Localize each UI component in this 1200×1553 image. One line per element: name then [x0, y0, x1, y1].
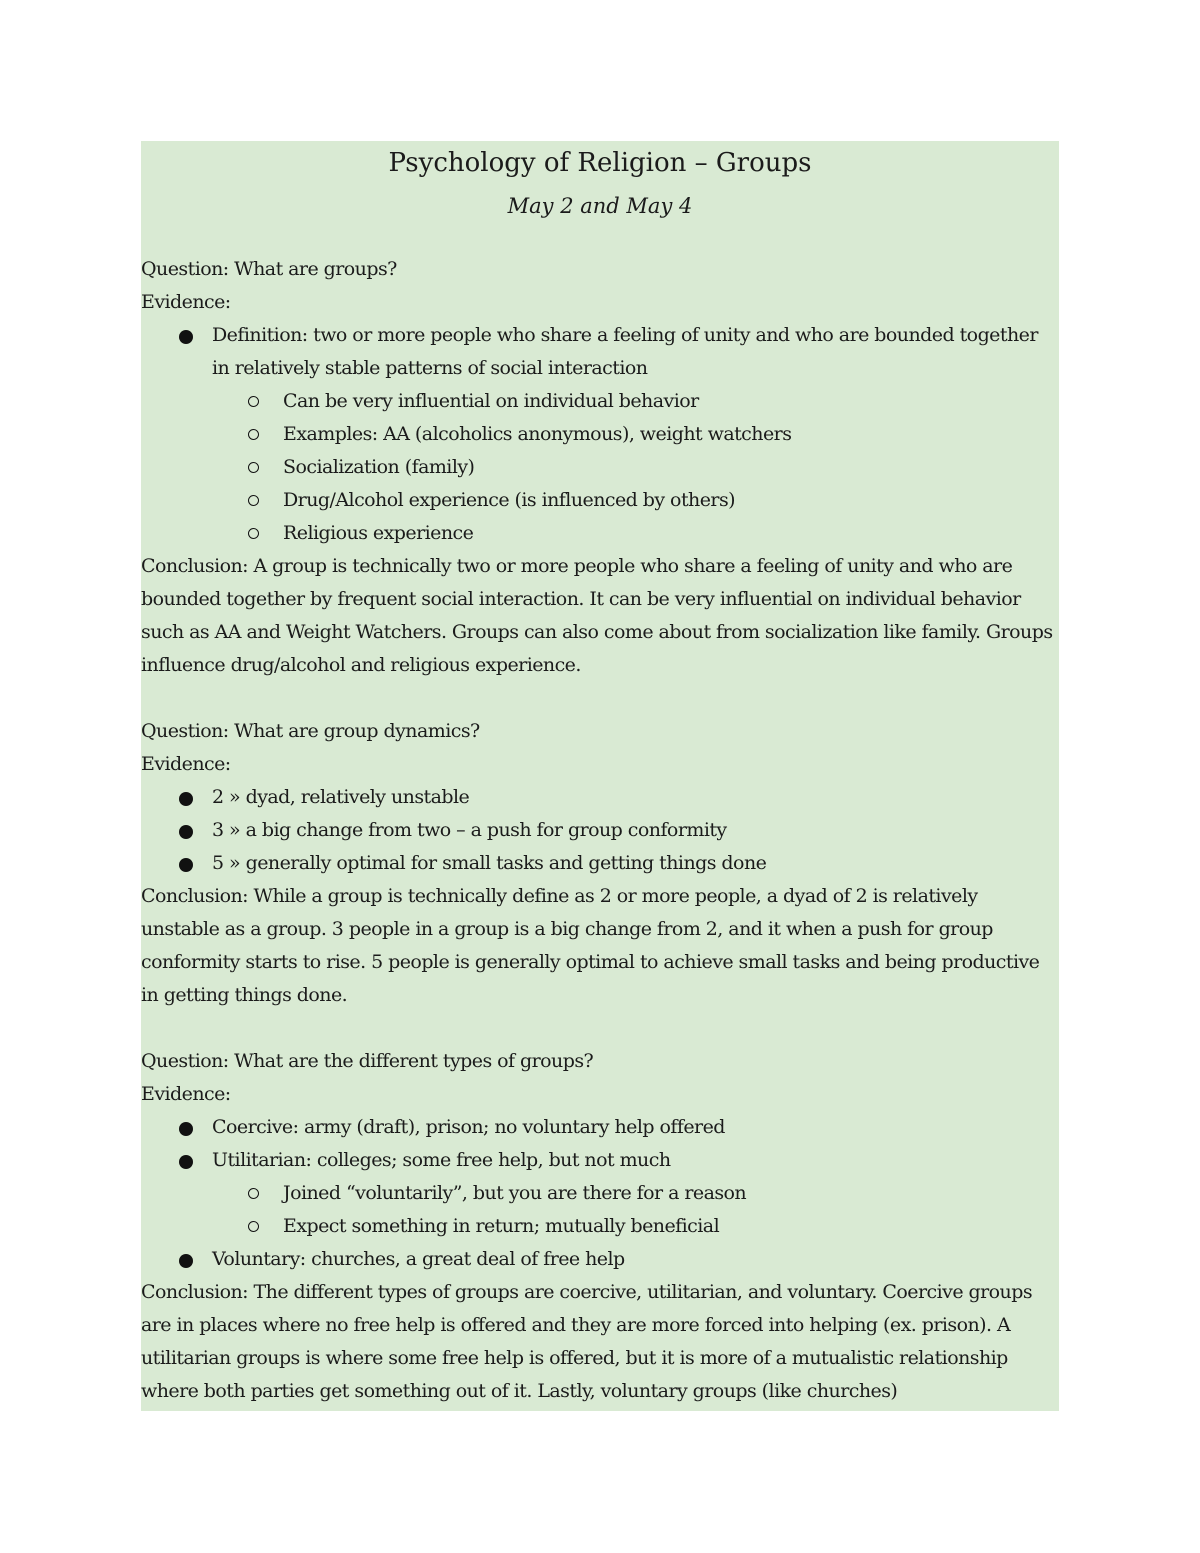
hollow-bullet-icon [248, 429, 259, 440]
section-conclusion: Conclusion: The different types of groups are coercive, utilitarian, and voluntary. Coercive groups are in places where no free help is offered and they are more forced into helping (ex. prison). A utilitarian groups is where some free help is offered, but it is more of a mutualistic relationship where both parties get something out of it. Lastly, voluntary groups (like churches) [141, 1281, 1033, 1402]
section-types-of-groups [141, 1045, 1059, 1408]
evidence-list [141, 781, 1059, 880]
highlighted-note-block [141, 141, 1059, 1411]
hollow-bullet-icon [248, 396, 259, 407]
filled-bullet-icon [179, 330, 193, 344]
filled-bullet-icon [179, 792, 193, 806]
bullet-text: Coercive: army (draft), prison; no voluntary help offered [212, 1116, 725, 1138]
sub-bullet-list [212, 1177, 1059, 1243]
evidence-bullet [141, 847, 1059, 880]
sub-bullet [212, 1177, 1059, 1210]
sub-bullet [212, 484, 1059, 517]
filled-bullet-icon [179, 1122, 193, 1136]
bullet-text: 3 » a big change from two – a push for group conformity [212, 819, 727, 841]
filled-bullet-icon [179, 825, 193, 839]
hollow-bullet-icon [248, 462, 259, 473]
evidence-bullet [141, 1144, 1059, 1243]
bullet-text: Utilitarian: colleges; some free help, but not much [212, 1149, 671, 1171]
sub-bullet-text: Can be very influential on individual behavior [283, 390, 699, 412]
hollow-bullet-icon [248, 528, 259, 539]
section-what-are-groups [141, 253, 1059, 682]
section-question: Question: What are group dynamics? [141, 720, 480, 742]
section-conclusion: Conclusion: A group is technically two or more people who share a feeling of unity and who are bounded together by frequent social interaction. It can be very influential on individual behavior such as AA and Weight Watchers. Groups can also come about from socialization like family. Groups influence drug/alcohol and religious experience. [141, 555, 1053, 676]
sub-bullet-text: Joined “voluntarily”, but you are there for a reason [283, 1182, 747, 1204]
section-question: Question: What are groups? [141, 258, 397, 280]
sub-bullet [212, 451, 1059, 484]
section-conclusion: Conclusion: While a group is technically define as 2 or more people, a dyad of 2 is relatively unstable as a group. 3 people in a group is a big change from 2, and it when a push for group conformity starts to rise. 5 people is generally optimal to achieve small tasks and being productive in getting things done. [141, 885, 1040, 1006]
sub-bullet-text: Expect something in return; mutually beneficial [283, 1215, 720, 1237]
sub-bullet [212, 1210, 1059, 1243]
sub-bullet [212, 418, 1059, 451]
document-subtitle: May 2 and May 4 [507, 194, 693, 218]
filled-bullet-icon [179, 858, 193, 872]
evidence-bullet [141, 814, 1059, 847]
section-group-dynamics [141, 715, 1059, 1012]
sub-bullet-text: Examples: AA (alcoholics anonymous), weight watchers [283, 423, 792, 445]
sub-bullet-text: Religious experience [283, 522, 474, 544]
bullet-text: 2 » dyad, relatively unstable [212, 786, 470, 808]
evidence-label: Evidence: [141, 1083, 231, 1105]
sub-bullet-list [212, 385, 1059, 550]
evidence-label: Evidence: [141, 291, 231, 313]
section-question: Question: What are the different types of groups? [141, 1050, 594, 1072]
hollow-bullet-icon [248, 1188, 259, 1199]
filled-bullet-icon [179, 1155, 193, 1169]
evidence-list [141, 319, 1059, 550]
bullet-text: Voluntary: churches, a great deal of free help [212, 1248, 625, 1270]
sub-bullet [212, 385, 1059, 418]
hollow-bullet-icon [248, 495, 259, 506]
bullet-text: Definition: two or more people who share a feeling of unity and who are bounded together in relatively stable patterns of social interaction [212, 324, 1038, 379]
filled-bullet-icon [179, 1254, 193, 1268]
evidence-bullet [141, 1111, 1059, 1144]
sub-bullet-text: Socialization (family) [283, 456, 475, 478]
evidence-bullet [141, 781, 1059, 814]
evidence-label: Evidence: [141, 753, 231, 775]
hollow-bullet-icon [248, 1221, 259, 1232]
evidence-bullet [141, 1243, 1059, 1276]
document-title: Psychology of Religion – Groups [388, 148, 812, 178]
bullet-text: 5 » generally optimal for small tasks and getting things done [212, 852, 767, 874]
sub-bullet [212, 517, 1059, 550]
evidence-bullet [141, 319, 1059, 550]
sub-bullet-text: Drug/Alcohol experience (is influenced by others) [283, 489, 736, 511]
evidence-list [141, 1111, 1059, 1276]
